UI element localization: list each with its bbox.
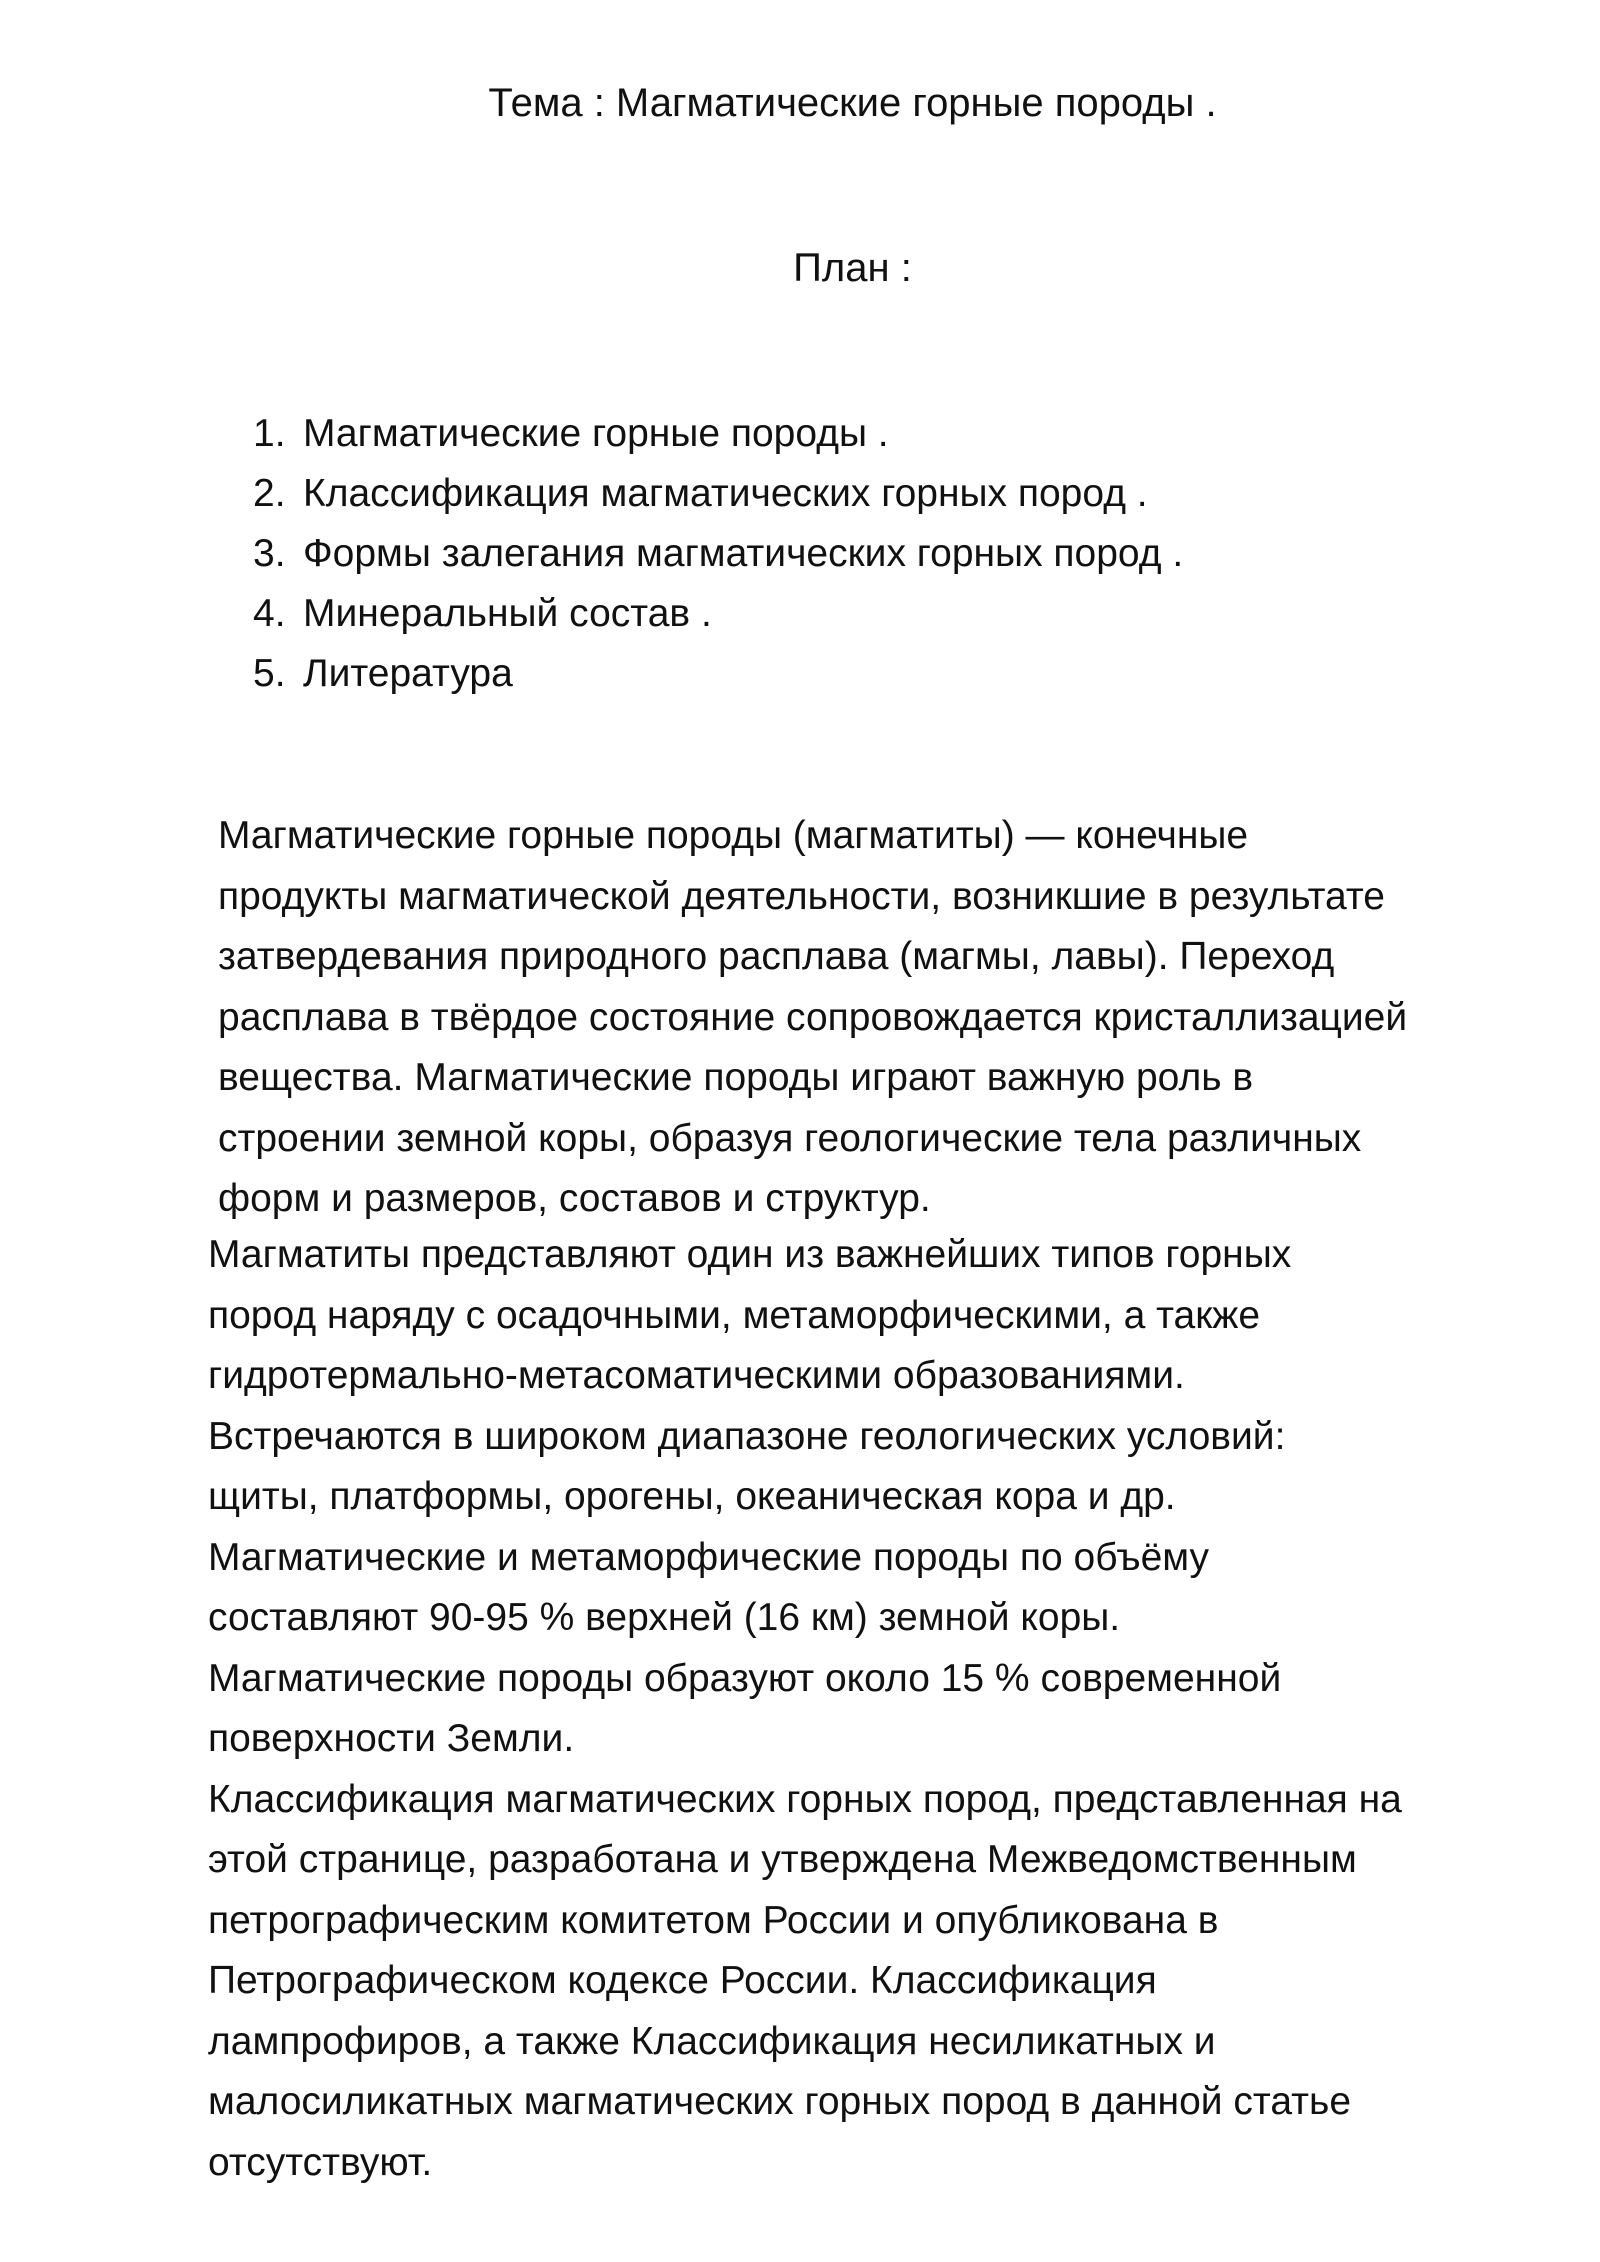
text-line: форм и размеров, составов и структур.: [218, 1177, 931, 1220]
plan-item: [253, 404, 1183, 464]
text-line: вещества. Магматические породы играют важную роль в: [218, 1056, 1254, 1099]
text-line: этой странице, разработана и утверждена Межведомственным: [208, 1838, 1357, 1881]
text-line: Классификация магматических горных пород, представленная на: [208, 1777, 1402, 1821]
text-line: Петрографическом кодексе России. Классификация: [208, 1959, 1157, 2002]
plan-item-text: Классификация магматических горных пород .: [303, 472, 1148, 515]
text-line: пород наряду с осадочными, метаморфическими, а также: [208, 1293, 1261, 1337]
text-line: малосиликатных магматических горных пород в данной статье: [208, 2080, 1352, 2123]
document-topic: Тема : Магматические горные породы .: [488, 81, 1217, 125]
text-line: строении земной коры, образуя геологические тела различных: [218, 1116, 1362, 1160]
text-line: Магматические и метаморфические породы по объёму: [208, 1535, 1210, 1579]
plan-item-number: 5.: [253, 652, 286, 695]
plan-list: [253, 404, 1183, 704]
text-line: поверхности Земли.: [208, 1717, 575, 1760]
plan-item: [253, 644, 1183, 704]
text-line: Магматиты представляют один из важнейших типов горных: [208, 1233, 1292, 1276]
plan-item-number: 3.: [253, 532, 286, 575]
text-line: гидротермально-метасоматическими образованиями.: [208, 1354, 1185, 1397]
plan-item-number: 4.: [253, 592, 286, 635]
text-line: Встречаются в широком диапазоне геологических условий:: [208, 1414, 1286, 1458]
text-line: продукты магматической деятельности, возникшие в результате: [218, 874, 1385, 918]
plan-item-text: Магматические горные породы .: [303, 412, 889, 455]
plan-item: [253, 464, 1183, 524]
text-line: щиты, платформы, орогены, океаническая кора и др.: [208, 1475, 1176, 1518]
text-line: расплава в твёрдое состояние сопровождается кристаллизацией: [218, 995, 1408, 1039]
plan-item-text: Литература: [303, 652, 513, 695]
body-paragraph: [208, 1225, 1508, 2193]
intro-paragraph: [218, 806, 1508, 1230]
text-line: Магматические горные породы (магматиты) — конечные: [218, 814, 1249, 857]
plan-item-number: 1.: [253, 412, 286, 455]
text-line: затвердевания природного расплава (магмы, лавы). Переход: [218, 935, 1335, 978]
plan-item-text: Формы залегания магматических горных пород .: [303, 532, 1184, 575]
text-line: составляют 90-95 % верхней (16 км) земной коры.: [208, 1596, 1121, 1639]
plan-heading: План :: [793, 246, 912, 290]
plan-item: [253, 524, 1183, 584]
text-line: петрографическим комитетом России и опубликована в: [208, 1898, 1219, 1942]
plan-item-number: 2.: [253, 472, 286, 515]
text-line: лампрофиров, а также Классификация несиликатных и: [208, 2019, 1216, 2063]
plan-item-text: Минеральный состав .: [303, 592, 712, 635]
plan-item: [253, 584, 1183, 644]
text-line: Магматические породы образуют около 15 % современной: [208, 1656, 1282, 1700]
text-line: отсутствуют.: [208, 2140, 433, 2184]
